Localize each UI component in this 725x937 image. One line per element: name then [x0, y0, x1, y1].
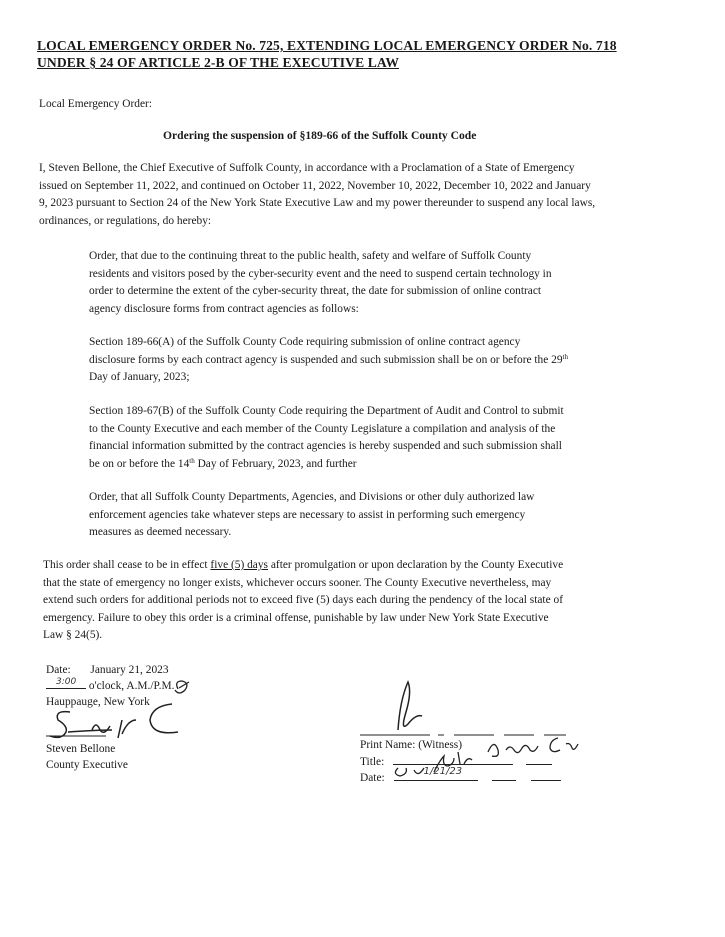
ordinal-suffix: th	[562, 352, 568, 361]
signer-title: County Executive	[46, 759, 128, 771]
underlined-duration: five (5) days	[210, 559, 268, 571]
section-b-line-text: Day of February, 2023, and further	[194, 457, 357, 470]
intro-line: I, Steven Bellone, the Chief Executive of Suffolk County, in accordance with a Proclamation of a State of Emergency	[39, 162, 575, 174]
section-a-line: Day of January, 2023;	[89, 371, 190, 384]
order1-line: Order, that due to the continuing threat to the public health, safety and welfare of Suffolk County	[89, 250, 532, 262]
signer-name: Steven Bellone	[46, 743, 116, 755]
order1-line: agency disclosure forms from contract agencies as follows:	[89, 302, 359, 315]
order-title-line-1: LOCAL EMERGENCY ORDER No. 725, EXTENDING LOCAL EMERGENCY ORDER No. 718	[37, 38, 617, 53]
print-name-label: Print Name: (Witness)	[360, 739, 463, 751]
final-line: extend such orders for additional periods not to exceed five (5) days each during the pendency of the local state of	[43, 594, 563, 607]
executive-signature	[50, 712, 112, 738]
ordinal-suffix: th	[189, 456, 195, 465]
final-line-text: This order shall cease to be in effect	[43, 559, 211, 571]
section-a-line-text: disclosure forms by each contract agency is suspended and such submission shall be on or before the 29	[89, 353, 563, 366]
handwritten-time: 3:00	[56, 677, 77, 687]
witness-signature	[398, 682, 422, 730]
title-label: Title:	[360, 755, 385, 768]
section-b-line-text: be on or before the 14	[89, 457, 190, 470]
time-label: o'clock, A.M./P.M.	[88, 680, 175, 692]
final-line: emergency. Failure to obey this order is a criminal offense, punishable by law under New York State Executive	[43, 611, 549, 624]
section-a-line: Section 189-66(A) of the Suffolk County Code requiring submission of online contract agency	[89, 336, 521, 348]
section-b-line: financial information submitted by the contract agencies is hereby suspended and such submission shall	[89, 440, 562, 453]
order2-line: Order, that all Suffolk County Departments, Agencies, and Divisions or other duly authorized law	[89, 491, 535, 503]
lead-label: Local Emergency Order:	[39, 98, 153, 110]
order1-line: order to determine the extent of the cyber-security threat, the date for submission of online contract	[89, 285, 542, 298]
pm-circle-mark	[175, 681, 189, 693]
order2-line: enforcement agencies take whatever steps are necessary to assist in performing such emergency	[89, 508, 526, 521]
section-b-line: Section 189-67(B) of the Suffolk County Code requiring the Department of Audit and Control to submit	[89, 405, 564, 417]
witness-printed-name-scrawl	[488, 738, 578, 756]
executive-signature-trail	[92, 704, 178, 738]
witness-title-scrawl	[395, 752, 472, 776]
section-b-line: to the County Executive and each member of the County Legislature a compilation and analysis of the	[89, 422, 556, 435]
order2-line: measures as deemed necessary.	[89, 526, 232, 539]
subheading: Ordering the suspension of §189-66 of the Suffolk County Code	[163, 129, 477, 142]
date-value: January 21, 2023	[90, 664, 169, 676]
intro-line: 9, 2023 pursuant to Section 24 of the New York State Executive Law and my power thereunder to suspend any local laws,	[39, 197, 596, 210]
intro-line: issued on September 11, 2022, and continued on October 11, 2022, November 10, 2022, December 10, 2022 and January	[39, 179, 591, 192]
order-title-line-2: UNDER § 24 OF ARTICLE 2-B OF THE EXECUTIVE LAW	[37, 55, 400, 70]
order1-line: residents and visitors posed by the cyber-security event and the need to suspend certain technology in	[89, 267, 552, 280]
date-label: Date:	[46, 664, 71, 676]
handwritten-witness-date: 1/21/23	[423, 766, 463, 777]
place-line: Hauppauge, New York	[46, 696, 150, 708]
final-line-text: after promulgation or upon declaration by the County Executive	[268, 559, 564, 571]
final-line: that the state of emergency no longer exists, whichever occurs sooner. The County Executive nevertheless, may	[43, 576, 552, 589]
intro-line: ordinances, or regulations, do hereby:	[39, 214, 212, 227]
final-line: Law § 24(5).	[43, 629, 103, 642]
witness-date-label: Date:	[360, 772, 385, 784]
